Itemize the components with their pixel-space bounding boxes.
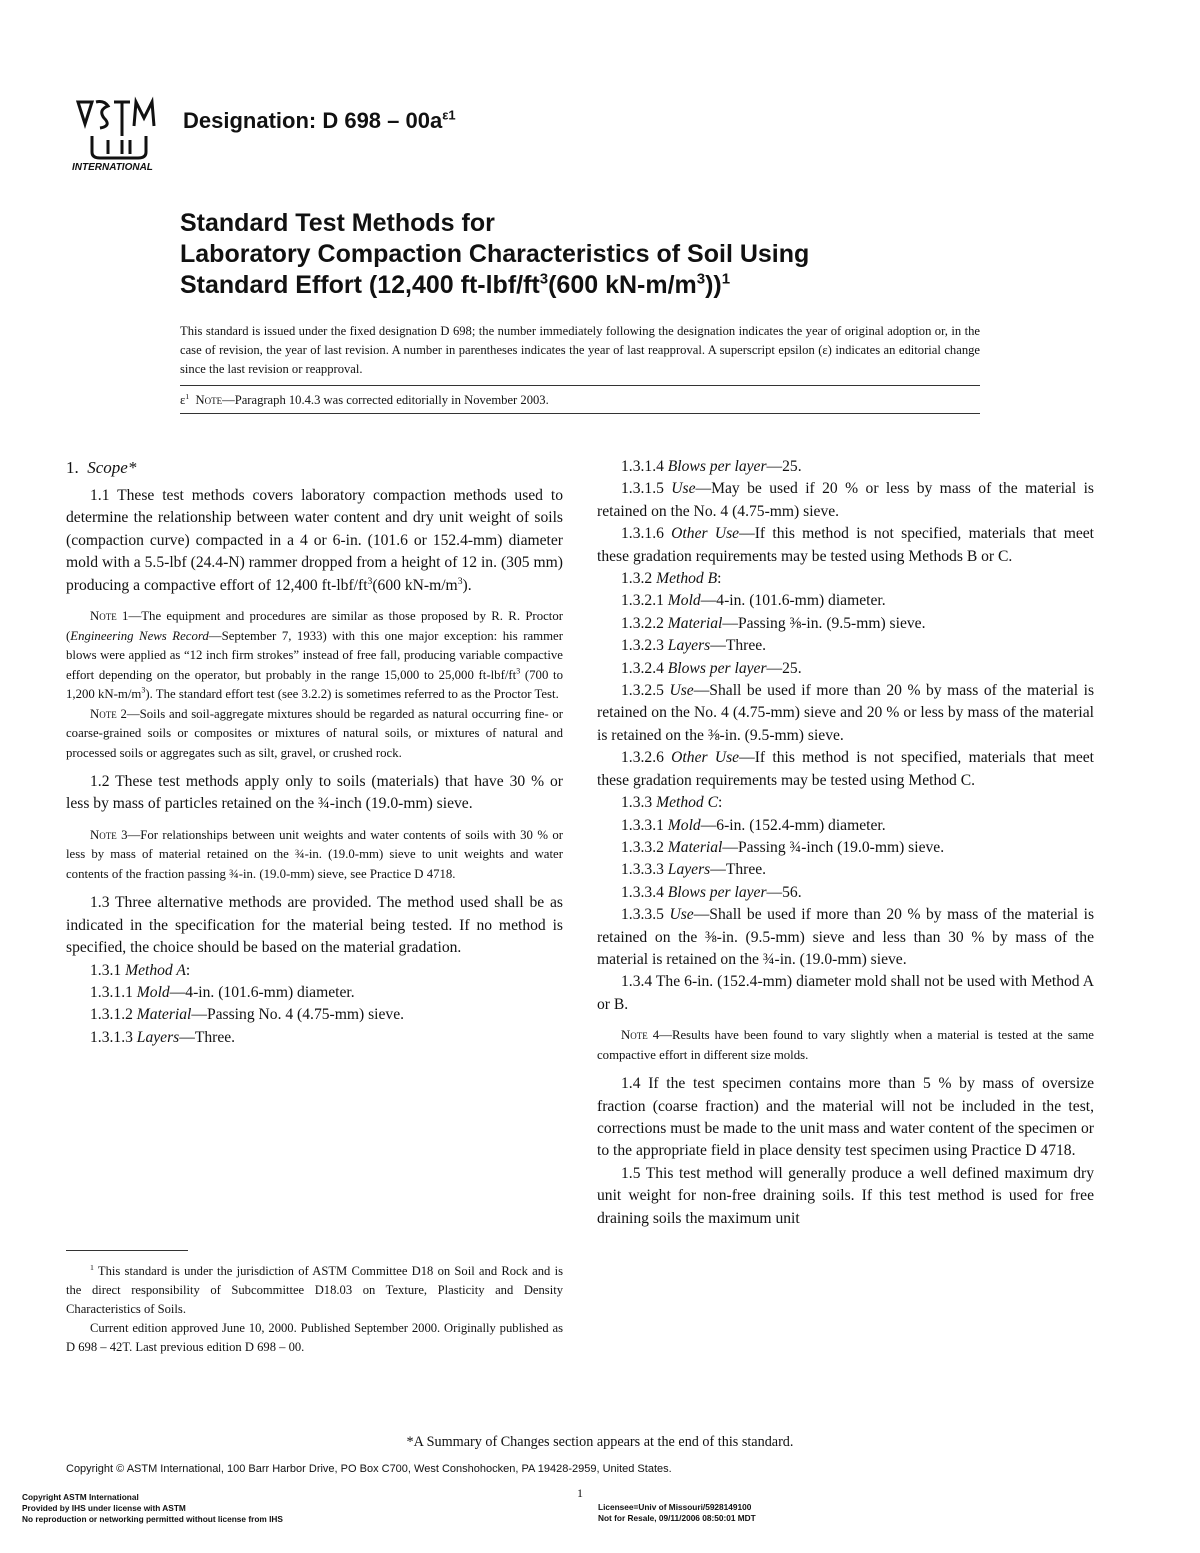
item-text: —Three. — [710, 861, 767, 879]
summary-of-changes: *A Summary of Changes section appears at the end of this standard. — [406, 1434, 794, 1450]
item-1-3-1-5 — [597, 478, 1094, 523]
page-number: 1 — [577, 1486, 583, 1500]
note-4 — [597, 1026, 1094, 1065]
footnote-rule — [66, 1250, 188, 1251]
item-text: —Passing No. 4 (4.75-mm) sieve. — [191, 1006, 405, 1024]
epsilon-sup: 1 — [185, 391, 190, 401]
note-4-text: —Results have been found to vary slightly when a material is tested at the same compactive effort in different size molds. — [597, 1028, 1094, 1062]
item-text: —4-in. (101.6-mm) diameter. — [700, 592, 886, 610]
item-term: Material — [667, 614, 723, 632]
item-number: 1.3.3.1 — [621, 816, 668, 834]
item-text: —Passing ⅜-in. (9.5-mm) sieve. — [722, 614, 926, 632]
item-number: 1.3.2.4 — [621, 659, 668, 677]
item-text: —Three. — [179, 1028, 236, 1046]
note-1-sup-2: 3 — [141, 685, 146, 695]
item-1-3-2 — [597, 568, 1094, 590]
paragraph-1-4: 1.4 If the test specimen contains more than 5 % by mass of oversize fraction (coarse fraction) and the material will not be included in the test, corrections must be made to the unit mass and water content of the specimen or to the appropriate field in place density test specimen using Practice D 4718. — [597, 1075, 1094, 1160]
item-1-3-3-1 — [597, 815, 1094, 837]
note-3 — [66, 826, 563, 885]
note-1-italic: Engineering News Record — [70, 628, 209, 643]
rule-top — [180, 385, 980, 386]
title-line-3a: Standard Effort (12,400 ft-lbf/ft — [180, 271, 540, 299]
astm-logo — [68, 96, 172, 176]
epsilon-symbol: ε — [180, 393, 186, 407]
footnote-1-marker: 1 — [90, 1262, 94, 1272]
footnote-2: Current edition approved June 10, 2000. Published September 2000. Originally published as D 698 – 42T. Last previous edition D 698 – 00. — [66, 1321, 563, 1354]
note-1-text-d: ). The standard effort test (see 3.2.2) is sometimes referred to as the Proctor Test. — [145, 687, 559, 702]
item-term: Other Use — [671, 749, 740, 767]
footer-right — [598, 1502, 756, 1524]
paragraph-1-5: 1.5 This test method will generally produce a well defined maximum dry unit weight for non-free draining soils. If this test method is used for free draining soils the maximum unit — [597, 1164, 1094, 1227]
item-1-3-3 — [597, 792, 1094, 814]
section-heading-scope — [66, 455, 563, 481]
note-1-text-c: (700 to 1,200 kN-m/m — [66, 667, 564, 702]
item-1-3-2-5 — [597, 680, 1094, 747]
item-term: Method C — [656, 794, 719, 812]
p1-1-text-c: ). — [462, 576, 472, 594]
item-1-3-1-6 — [597, 523, 1094, 568]
item-1-3-2-2 — [597, 613, 1094, 635]
p1-1-sup-2: 3 — [457, 575, 463, 587]
item-term: Other Use — [671, 525, 740, 543]
designation — [183, 108, 456, 134]
item-number: 1.3.2.3 — [621, 637, 668, 655]
title-line-3 — [180, 270, 1140, 301]
item-text: —Passing ¾-inch (19.0-mm) sieve. — [722, 838, 945, 856]
item-1-3-1-3 — [66, 1027, 563, 1049]
item-number: 1.3.3.2 — [621, 838, 668, 856]
item-term: Blows per layer — [667, 883, 767, 901]
item-1-3-3-3 — [597, 859, 1094, 881]
item-1-3-3-4 — [597, 882, 1094, 904]
item-number: 1.3.2.1 — [621, 592, 668, 610]
note-4-label: Note 4 — [621, 1028, 660, 1043]
item-1-3-2-6 — [597, 747, 1094, 792]
item-term: Mold — [667, 816, 701, 834]
item-term: Use — [669, 906, 694, 924]
item-term: Method B — [656, 570, 718, 588]
footer-left-2: Provided by IHS under license with ASTM — [22, 1503, 186, 1513]
item-term: Layers — [667, 637, 711, 655]
item-term: Use — [671, 480, 696, 498]
item-number: 1.3.1.6 — [621, 525, 672, 543]
note-2-text: —Soils and soil-aggregate mixtures should be regarded as natural occurring fine- or coarse-grained soils or composites or mixtures of natural soils, or mixtures of natural and processed soils or aggregates such as silt, gravel, or crushed rock. — [66, 706, 564, 760]
item-text: —25. — [766, 458, 802, 475]
item-number: 1.3.1.4 — [621, 458, 668, 475]
footnote-1-text: This standard is under the jurisdiction of ASTM Committee D18 on Soil and Rock and is the direct responsibility of Subcommittee D18.03 on Texture, Plasticity and Density Characteristics of Soils. — [66, 1264, 563, 1316]
item-term: Layers — [667, 861, 711, 879]
p1-1-text-a: 1.1 These test methods covers laboratory compaction methods used to determine the relationship between water content and dry unit weight of soils (compaction curve) compacted in a 4 or 6-in. (101.6 or 152.4-mm) diameter mold with a 5.5-lbf (24.4-N) rammer dropped from a height of 12 in. (305 mm) producing a compactive effort of 12,400 ft-lbf/ft — [66, 487, 563, 594]
editorial-note-text: —Paragraph 10.4.3 was corrected editorially in November 2003. — [222, 393, 549, 407]
item-number: 1.3.3 — [621, 794, 657, 812]
title-line-3c: )) — [705, 271, 722, 299]
section-title: Scope* — [87, 458, 137, 477]
title-line-3b: (600 kN-m/m — [548, 271, 697, 299]
item-text: —Three. — [710, 637, 767, 655]
editorial-note — [180, 393, 549, 408]
title-line-2: Laboratory Compaction Characteristics of Soil Using — [180, 240, 810, 268]
title-line-1: Standard Test Methods for — [180, 209, 495, 237]
item-term: Layers — [136, 1028, 180, 1046]
rule-bottom — [180, 413, 980, 414]
note-label: Note — [195, 393, 223, 407]
designation-text: Designation: D 698 – 00a — [183, 108, 443, 133]
p1-1-sup-1: 3 — [367, 575, 373, 587]
item-number: 1.3.1 — [90, 961, 126, 979]
item-number: 1.3.1.1 — [90, 983, 137, 1001]
note-2-label: Note 2 — [90, 706, 127, 721]
item-number: 1.3.1.2 — [90, 1006, 137, 1024]
item-1-3-1-1 — [66, 982, 563, 1004]
item-1-3-2-3 — [597, 635, 1094, 657]
note-1-text-a: —The equipment and procedures are similar as those proposed by R. R. Proctor ( — [66, 609, 563, 643]
item-1-3-3-5 — [597, 904, 1094, 971]
title-footnote-ref: 1 — [721, 270, 731, 288]
left-column — [66, 455, 563, 1049]
footer-left-3: No reproduction or networking permitted without license from IHS — [22, 1514, 283, 1524]
logo-text: INTERNATIONAL — [72, 162, 153, 173]
title-sup-1: 3 — [539, 270, 549, 288]
item-1-3-3-2 — [597, 837, 1094, 859]
document-title — [180, 208, 1140, 301]
item-text: —25. — [766, 659, 802, 677]
item-1-3-2-4 — [597, 658, 1094, 680]
note-3-label: Note 3 — [90, 827, 128, 842]
designation-sup: ε1 — [442, 107, 456, 123]
item-number: 1.3.2.6 — [621, 749, 672, 767]
item-term: Blows per layer — [667, 458, 767, 475]
item-text: —4-in. (101.6-mm) diameter. — [169, 983, 355, 1001]
note-2 — [66, 705, 563, 764]
item-number: 1.3.1.3 — [90, 1028, 137, 1046]
item-text: : — [717, 570, 722, 588]
paragraph-1-3-4: 1.3.4 The 6-in. (152.4-mm) diameter mold shall not be used with Method A or B. — [597, 973, 1094, 1013]
item-number: 1.3.3.5 — [621, 906, 670, 924]
note-1 — [66, 607, 563, 705]
note-1-text-b: —September 7, 1933) with this one major exception: his rammer blows were applied as “12 inch firm strokes” instead of free fall, producing variable compactive effort depending on the operator, but probably in the range 15,000 to 25,000 ft-lbf/ft — [66, 628, 564, 682]
item-term: Method A — [125, 961, 186, 979]
right-column — [597, 456, 1094, 1230]
footnote-1 — [66, 1262, 563, 1319]
footer-right-1: Licensee=Univ of Missouri/5928149100 — [598, 1502, 752, 1512]
item-1-3-2-1 — [597, 590, 1094, 612]
item-text: —6-in. (152.4-mm) diameter. — [700, 816, 886, 834]
item-text: —May be used if 20 % or less by mass of the material is retained on the No. 4 (4.75-mm) sieve. — [597, 480, 1094, 520]
note-1-sup-1: 3 — [516, 666, 521, 676]
paragraph-1-2: 1.2 These test methods apply only to soils (materials) that have 30 % or less by mass of particles retained on the ¾-inch (19.0-mm) sieve. — [66, 773, 563, 813]
item-text: —Shall be used if more than 20 % by mass of the material is retained on the No. 4 (4.75-mm) sieve and 20 % or less by mass of the material is retained on the ⅜-in. (9.5-mm) sieve. — [597, 682, 1095, 744]
item-text: —Shall be used if more than 20 % by mass of the material is retained on the ⅜-in. (9.5-mm) sieve and less than 30 % by mass of the material is retained on the ¾-in. (19.0-mm) sieve. — [597, 906, 1095, 968]
method-a-list — [66, 960, 563, 1050]
footer-right-2: Not for Resale, 09/11/2006 08:50:01 MDT — [598, 1513, 756, 1523]
note-1-label: Note 1 — [90, 609, 129, 624]
issued-notice: This standard is issued under the fixed designation D 698; the number immediately following the designation indicates the year of original adoption or, in the case of revision, the year of last revision. A number in parentheses indicates the year of last reapproval. A superscript epsilon (ε) indicates an editorial change since the last revision or reapproval. — [180, 324, 980, 376]
item-text: —56. — [766, 883, 802, 901]
item-term: Mold — [667, 592, 701, 610]
item-term: Blows per layer — [667, 659, 767, 677]
item-number: 1.3.2.2 — [621, 614, 668, 632]
item-term: Use — [669, 682, 694, 700]
paragraph-1-3: 1.3 Three alternative methods are provided. The method used shall be as indicated in the specification for the material being tested. If no method is specified, the choice should be based on the material gradation. — [66, 894, 563, 957]
item-number: 1.3.2 — [621, 570, 657, 588]
item-term: Material — [667, 838, 723, 856]
item-1-3-1-4 — [597, 456, 1094, 478]
item-text: : — [718, 794, 723, 812]
method-list — [597, 456, 1094, 971]
item-1-3-1-2 — [66, 1004, 563, 1026]
footer-left-1: Copyright ASTM International — [22, 1492, 139, 1502]
title-sup-2: 3 — [696, 270, 706, 288]
p1-1-text-b: (600 kN-m/m — [372, 576, 458, 594]
item-number: 1.3.3.3 — [621, 861, 668, 879]
item-number: 1.3.3.4 — [621, 883, 668, 901]
item-text: : — [185, 961, 191, 979]
footnotes — [66, 1262, 563, 1357]
item-1-3-1 — [66, 960, 563, 982]
item-term: Material — [136, 1006, 192, 1024]
item-text: —If this method is not specified, materials that meet these gradation requirements may be tested using Methods B or C. — [597, 525, 1095, 565]
item-term: Mold — [136, 983, 170, 1001]
item-number: 1.3.2.5 — [621, 682, 670, 700]
item-text: —If this method is not specified, materials that meet these gradation requirements may be tested using Method C. — [597, 749, 1095, 789]
paragraph-1-1 — [66, 485, 563, 597]
item-number: 1.3.1.5 — [621, 480, 672, 498]
section-number: 1. — [66, 458, 79, 477]
copyright-line: Copyright © ASTM International, 100 Barr Harbor Drive, PO Box C700, West Conshohocken, PA 19428-2959, United States. — [66, 1463, 672, 1475]
note-3-text: —For relationships between unit weights and water contents of soils with 30 % or less by mass of material retained on the ¾-in. (19.0-mm) sieve to unit weights and water contents of the fraction passing ¾-in. (19.0-mm) sieve, see Practice D 4718. — [66, 827, 563, 881]
footer-left — [22, 1492, 283, 1525]
